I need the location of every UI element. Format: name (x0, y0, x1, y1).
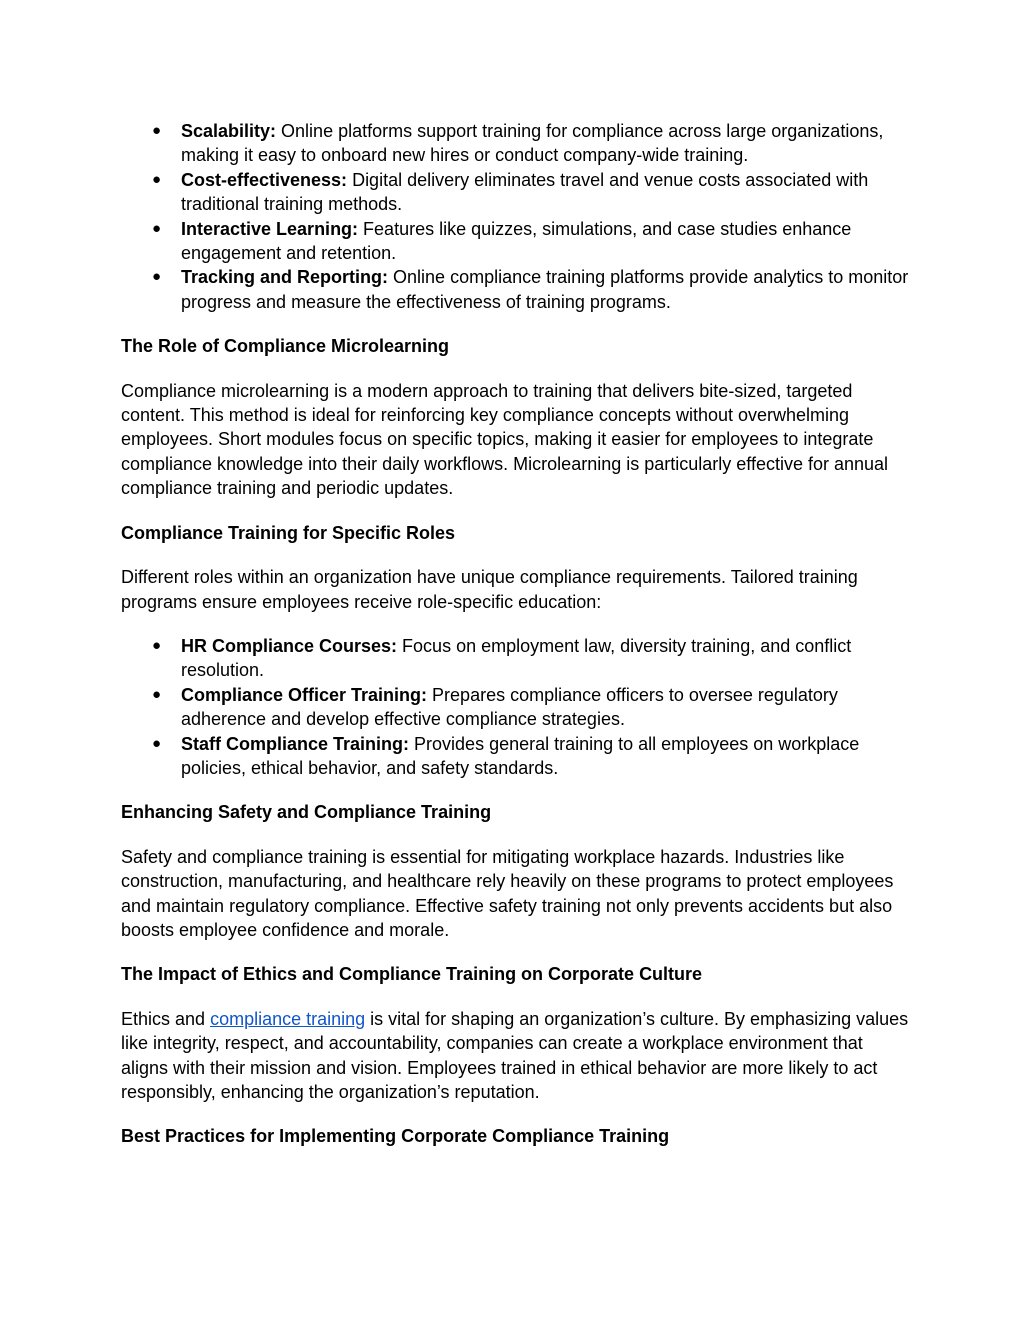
bullet-icon: ● (152, 122, 162, 139)
bullet-icon: ● (152, 636, 162, 654)
section-body-ethics (121, 1007, 911, 1105)
roles-list (121, 634, 911, 780)
document-content (121, 119, 911, 1149)
benefits-list (121, 119, 911, 314)
list-item (121, 683, 911, 732)
list-item (121, 265, 911, 314)
list-item-text: Online compliance training platforms provide analytics to monitor progress and measure the effectiveness of training programs. (181, 267, 909, 312)
section-heading-best-practices: Best Practices for Implementing Corporate Compliance Training (121, 1126, 670, 1147)
bullet-icon: ● (152, 219, 162, 237)
list-item-term: Staff Compliance Training: (181, 733, 410, 754)
section-body-specific-roles: Different roles within an organization have unique compliance requirements. Tailored training programs ensure employees receive role-specific education: (121, 567, 858, 612)
list-item-term: Cost-effectiveness: (181, 169, 348, 190)
bullet-icon: ● (152, 734, 162, 752)
section-heading-specific-roles: Compliance Training for Specific Roles (121, 522, 456, 543)
list-item-text: Focus on employment law, diversity training, and conflict resolution. (181, 635, 852, 681)
compliance-training-link[interactable]: compliance training (210, 1008, 366, 1029)
list-item-text: Features like quizzes, simulations, and case studies enhance engagement and retention. (181, 218, 852, 264)
list-item (121, 168, 911, 217)
list-item-term: Compliance Officer Training: (181, 684, 428, 705)
section-body-safety: Safety and compliance training is essential for mitigating workplace hazards. Industries like construction, manufacturing, and healthcare rely heavily on these programs to protect employees and maintain regulatory compliance. Effective safety training not only prevents accidents but also boosts employee confidence and morale. (121, 846, 894, 940)
list-item (121, 119, 911, 168)
list-item-term: HR Compliance Courses: (181, 635, 398, 656)
list-item (121, 634, 911, 683)
list-item-text: Prepares compliance officers to oversee regulatory adherence and develop effective compliance strategies. (181, 684, 838, 730)
bullet-icon: ● (152, 685, 162, 703)
list-item-text: Digital delivery eliminates travel and venue costs associated with traditional training methods. (181, 169, 869, 215)
ethics-text-start: Ethics and (121, 1008, 211, 1029)
section-heading-ethics: The Impact of Ethics and Compliance Training on Corporate Culture (121, 964, 703, 985)
list-item (121, 732, 911, 781)
list-item (121, 217, 911, 266)
list-item-text: Online platforms support training for compliance across large organizations, making it easy to onboard new hires or conduct company-wide training. (181, 121, 884, 166)
bullet-icon: ● (152, 268, 162, 286)
list-item-text: Provides general training to all employees on workplace policies, ethical behavior, and safety standards. (181, 733, 860, 778)
ethics-text-end: is vital for shaping an organization’s culture. By emphasizing values like integrity, respect, and accountability, companies can create a workplace environment that aligns with their mission and vision. Employees trained in ethical behavior are more likely to act responsibly, enhancing the organization’s reputation. (121, 1008, 909, 1102)
list-item-term: Interactive Learning: (181, 218, 359, 239)
section-body-microlearning: Compliance microlearning is a modern approach to training that delivers bite-sized, targeted content. This method is ideal for reinforcing key compliance concepts without overwhelming employees. Short modules focus on specific topics, making it easier for employees to integrate compliance knowledge into their daily workflows. Microlearning is particularly effective for annual compliance training and periodic updates. (121, 380, 889, 499)
bullet-icon: ● (152, 170, 162, 188)
section-heading-safety: Enhancing Safety and Compliance Training (121, 802, 492, 823)
list-item-term: Tracking and Reporting: (181, 267, 389, 288)
list-item-term: Scalability: (181, 121, 277, 141)
section-heading-microlearning: The Role of Compliance Microlearning (121, 336, 450, 357)
